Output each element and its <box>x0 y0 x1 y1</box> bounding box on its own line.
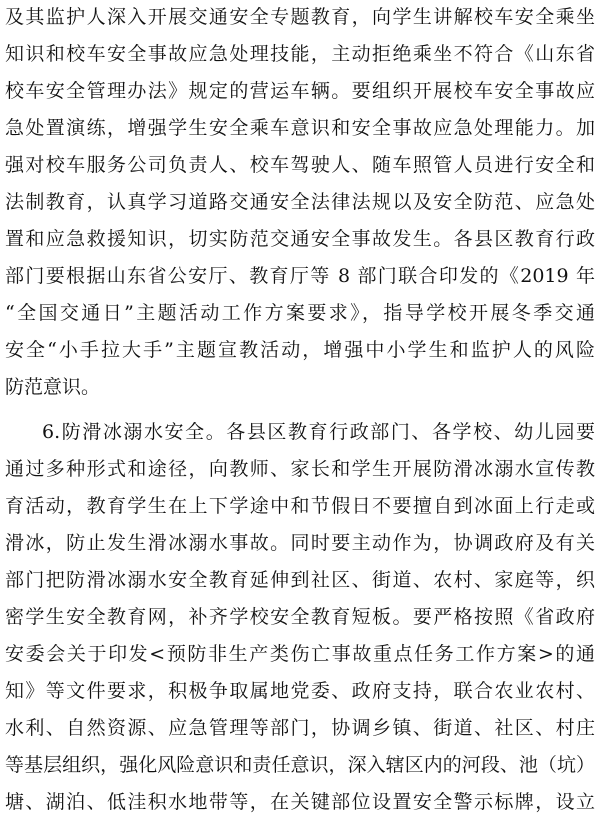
text-line: 强对校车服务公司负责人、校车驾驶人、随车照管人员进行安全和 <box>5 154 595 176</box>
text-line: 通过多种形式和途径，向教师、家长和学生开展防滑冰溺水宣传教 <box>5 458 595 480</box>
text-line: 及其监护人深入开展交通安全专题教育，向学生讲解校车安全乘坐 <box>5 6 595 28</box>
text-line: 急处置演练，增强学生安全乘车意识和安全事故应急处理能力。加 <box>5 117 595 139</box>
text-line: 知识和校车安全事故应急处理技能，主动拒绝乘坐不符合《山东省 <box>5 43 595 65</box>
text-line: 安全“小手拉大手”主题宣教活动，增强中小学生和监护人的风险 <box>5 339 595 361</box>
text-line: 部门要根据山东省公安厅、教育厅等 8 部门联合印发的《2019 年 <box>5 265 595 287</box>
text-line: 育活动，教育学生在上下学途中和节假日不要擅自到冰面上行走或 <box>5 495 595 517</box>
text-line: 部门把防滑冰溺水安全教育延伸到社区、街道、农村、家庭等，织 <box>5 569 595 591</box>
text-line: “全国交通日”主题活动工作方案要求》，指导学校开展冬季交通 <box>5 302 595 324</box>
text-line: 知》等文件要求，积极争取属地党委、政府支持，联合农业农村、 <box>5 680 595 702</box>
text-line: 滑冰，防止发生滑冰溺水事故。同时要主动作为，协调政府及有关 <box>5 532 595 554</box>
text-line: 塘、湖泊、低洼积水地带等，在关键部位设置安全警示标牌，设立 <box>5 791 595 813</box>
text-line: 密学生安全教育网，补齐学校安全教育短板。要严格按照《省政府 <box>5 606 595 628</box>
text-line: 水利、自然资源、应急管理等部门，协调乡镇、街道、社区、村庄 <box>5 717 595 739</box>
section-heading-line: 6.防滑冰溺水安全。各县区教育行政部门、各学校、幼儿园要 <box>42 421 595 443</box>
text-line: 校车安全管理办法》规定的营运车辆。要组织开展校车安全事故应 <box>5 80 595 102</box>
text-line: 等基层组织，强化风险意识和责任意识，深入辖区内的河段、池（坑） <box>5 754 595 776</box>
text-line: 安委会关于印发<预防非生产类伤亡事故重点任务工作方案>的通 <box>5 643 595 665</box>
text-line: 法制教育，认真学习道路交通安全法律法规以及安全防范、应急处 <box>5 191 595 213</box>
text-line: 防范意识。 <box>5 376 101 398</box>
text-line: 置和应急救援知识，切实防范交通安全事故发生。各县区教育行政 <box>5 228 595 250</box>
